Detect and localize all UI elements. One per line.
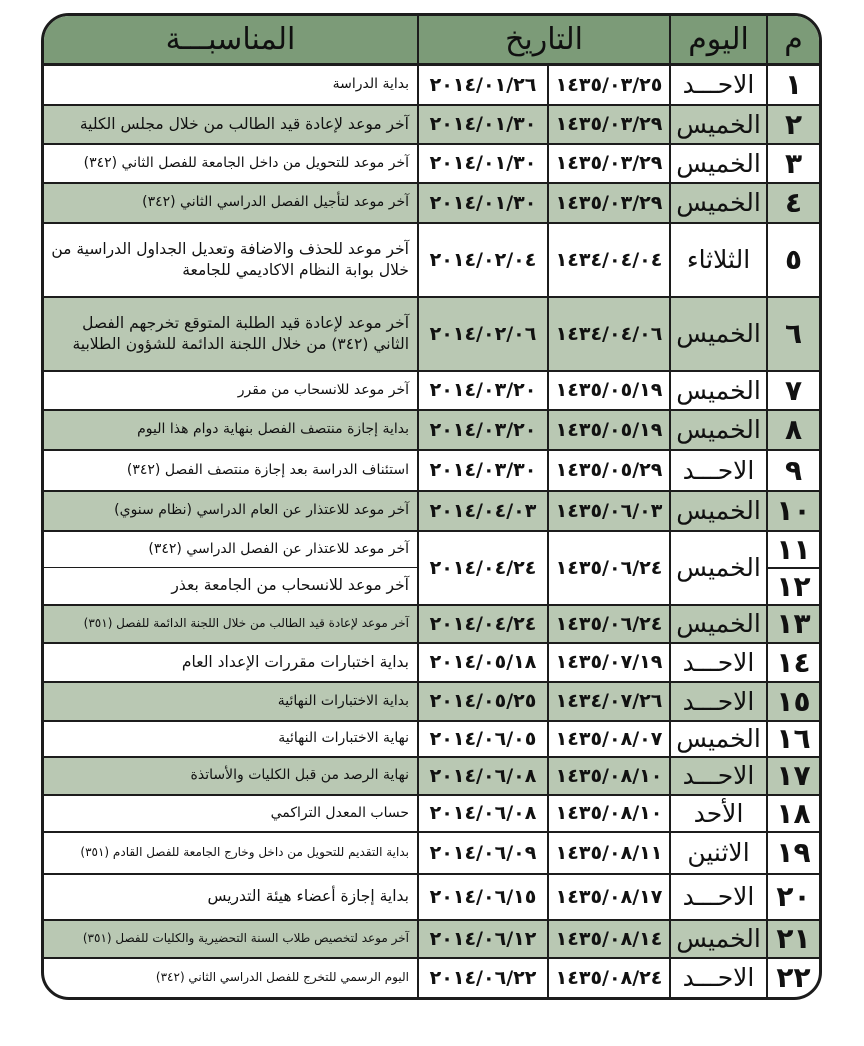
row-number: ١١: [767, 531, 819, 568]
row-hijri-date: ١٤٣٥/٠٨/١٧: [548, 874, 670, 920]
row-hijri-date: ١٤٣٤/٠٤/٠٦: [548, 297, 670, 371]
row-number: ١: [767, 65, 819, 105]
table-row: [44, 183, 819, 223]
row-occasion: آخر موعد لإعادة قيد الطالب من خلال اللجنة الدائمة للفصل (٣٥١): [44, 605, 418, 643]
row-day: الاحـــد: [670, 757, 767, 795]
row-gregorian-date: ٢٠١٤/٠٦/١٢: [418, 920, 548, 958]
row-hijri-date: ١٤٣٥/٠٣/٢٩: [548, 183, 670, 223]
table-row: [44, 491, 819, 531]
row-hijri-date: ١٤٣٥/٠٣/٢٥: [548, 65, 670, 105]
table-row: [44, 105, 819, 144]
table-row: [44, 721, 819, 757]
row-day: الخميس: [670, 371, 767, 410]
row-day: الثلاثاء: [670, 223, 767, 297]
row-gregorian-date: ٢٠١٤/٠١/٣٠: [418, 144, 548, 183]
table-row: [44, 65, 819, 105]
row-hijri-date: ١٤٣٥/٠٥/٢٩: [548, 450, 670, 491]
header-occasion: المناسبـــة: [44, 16, 418, 65]
row-occasion: استئناف الدراسة بعد إجازة منتصف الفصل (٣٤٢): [44, 450, 418, 491]
row-number: ٧: [767, 371, 819, 410]
row-day: الاحـــد: [670, 874, 767, 920]
row-number: ١٢: [767, 568, 819, 605]
row-hijri-date: ١٤٣٤/٠٤/٠٤: [548, 223, 670, 297]
row-number: ٤: [767, 183, 819, 223]
row-number: ١٧: [767, 757, 819, 795]
row-number: ٢١: [767, 920, 819, 958]
row-occasion: آخر موعد للاعتذار عن الفصل الدراسي (٣٤٢): [44, 531, 418, 568]
table-row: [44, 682, 819, 721]
row-occasion: آخر موعد لتخصيص طلاب السنة التحضيرية والكليات للفصل (٣٥١): [44, 920, 418, 958]
row-day: الخميس: [670, 183, 767, 223]
row-gregorian-date: ٢٠١٤/٠٦/٠٨: [418, 757, 548, 795]
row-hijri-date: ١٤٣٥/٠٨/٢٤: [548, 958, 670, 997]
table-row: [44, 643, 819, 682]
row-gregorian-date: ٢٠١٤/٠٤/٢٤: [418, 605, 548, 643]
row-day: الخميس: [670, 491, 767, 531]
row-day: الأحد: [670, 795, 767, 832]
table-row: [44, 223, 819, 297]
row-number: ١٥: [767, 682, 819, 721]
row-occasion: اليوم الرسمي للتخرج للفصل الدراسي الثاني (٣٤٢): [155, 970, 409, 985]
row-day: الخميس: [670, 297, 767, 371]
row-number: ٦: [767, 297, 819, 371]
row-day: الخميس: [670, 105, 767, 144]
row-number: ١٤: [767, 643, 819, 682]
row-occasion: آخر موعد للانسحاب من الجامعة بعذر: [44, 568, 418, 605]
row-number: ١٦: [767, 721, 819, 757]
row-hijri-date: ١٤٣٥/٠٨/٠٧: [548, 721, 670, 757]
row-gregorian-date: ٢٠١٤/٠٦/١٥: [418, 874, 548, 920]
row-gregorian-date: ٢٠١٤/٠٤/٢٤: [418, 531, 548, 605]
row-gregorian-date: ٢٠١٤/٠١/٣٠: [418, 183, 548, 223]
row-number: ٢: [767, 105, 819, 144]
row-number: ١٩: [767, 832, 819, 874]
row-day: الخميس: [670, 144, 767, 183]
calendar-frame: [41, 13, 822, 1000]
row-occasion: آخر موعد لإعادة قيد الطلبة المتوقع تخرجهم الفصل الثاني (٣٤٢) من خلال اللجنة الدائمة للشؤون الطلابية: [44, 297, 418, 371]
table-row: [44, 832, 819, 874]
table-row: [44, 297, 819, 371]
row-hijri-date: ١٤٣٥/٠٣/٢٩: [548, 105, 670, 144]
row-occasion: آخر موعد لتأجيل الفصل الدراسي الثاني (٣٤٢): [44, 183, 418, 223]
header-row: [44, 16, 819, 65]
row-gregorian-date: ٢٠١٤/٠١/٢٦: [418, 65, 548, 105]
row-gregorian-date: ٢٠١٤/٠٣/٣٠: [418, 450, 548, 491]
table-row: [44, 605, 819, 643]
row-hijri-date: ١٤٣٥/٠٨/١٠: [548, 757, 670, 795]
row-gregorian-date: ٢٠١٤/٠٤/٠٣: [418, 491, 548, 531]
row-day: الاحـــد: [670, 450, 767, 491]
row-hijri-date: ١٤٣٥/٠٥/١٩: [548, 410, 670, 450]
row-hijri-date: ١٤٣٤/٠٧/٢٦: [548, 682, 670, 721]
row-number: ٩: [767, 450, 819, 491]
row-day: الخميس: [670, 410, 767, 450]
row-occasion: نهاية الرصد من قبل الكليات والأساتذة: [44, 757, 418, 795]
row-occasion: آخر موعد للحذف والاضافة وتعديل الجداول الدراسية من خلال بوابة النظام الاكاديمي للجامعة: [44, 223, 418, 297]
row-gregorian-date: ٢٠١٤/٠٦/٠٥: [418, 721, 548, 757]
row-occasion: آخر موعد للاعتذار عن العام الدراسي (نظام سنوي): [44, 491, 418, 531]
row-gregorian-date: ٢٠١٤/٠٣/٢٠: [418, 371, 548, 410]
row-gregorian-date: ٢٠١٤/٠١/٣٠: [418, 105, 548, 144]
table-row: [44, 795, 819, 832]
table-row: [44, 144, 819, 183]
row-hijri-date: ١٤٣٥/٠٨/١٠: [548, 795, 670, 832]
row-gregorian-date: ٢٠١٤/٠٣/٢٠: [418, 410, 548, 450]
table-row: [44, 920, 819, 958]
row-hijri-date: ١٤٣٥/٠٦/٢٤: [548, 531, 670, 605]
row-occasion: نهاية الاختبارات النهائية: [44, 721, 418, 757]
row-gregorian-date: ٢٠١٤/٠٦/٠٨: [418, 795, 548, 832]
row-number: ٣: [767, 144, 819, 183]
row-occasion: بداية اختبارات مقررات الإعداد العام: [44, 643, 418, 682]
row-number: ١٨: [767, 795, 819, 832]
row-hijri-date: ١٤٣٥/٠٧/١٩: [548, 643, 670, 682]
row-hijri-date: ١٤٣٥/٠٦/٢٤: [548, 605, 670, 643]
row-day: الخميس: [670, 605, 767, 643]
row-day: الاحـــد: [670, 643, 767, 682]
row-hijri-date: ١٤٣٥/٠٨/١٤: [548, 920, 670, 958]
row-number: ١٣: [767, 605, 819, 643]
row-day: الاحـــد: [670, 958, 767, 997]
row-occasion: آخر موعد للتحويل من داخل الجامعة للفصل الثاني (٣٤٢): [44, 144, 418, 183]
row-occasion: آخر موعد لإعادة قيد الطالب من خلال مجلس الكلية: [44, 105, 418, 144]
table-row: [44, 531, 819, 568]
table-row: [44, 410, 819, 450]
row-day: الخميس: [670, 721, 767, 757]
row-day: الاثنين: [670, 832, 767, 874]
table-row: [44, 450, 819, 491]
row-day: الخميس: [670, 531, 767, 605]
row-occasion: بداية التقديم للتحويل من داخل وخارج الجامعة للفصل القادم (٣٥١): [44, 832, 418, 874]
row-gregorian-date: ٢٠١٤/٠٦/٠٩: [418, 832, 548, 874]
row-gregorian-date: ٢٠١٤/٠٢/٠٤: [418, 223, 548, 297]
row-hijri-date: ١٤٣٥/٠٨/١١: [548, 832, 670, 874]
row-occasion: بداية إجازة منتصف الفصل بنهاية دوام هذا اليوم: [44, 410, 418, 450]
row-number: ٢٠: [767, 874, 819, 920]
header-date: التاريخ: [418, 16, 670, 65]
row-number: ٢٢: [767, 958, 819, 997]
row-hijri-date: ١٤٣٥/٠٦/٠٣: [548, 491, 670, 531]
row-day: الاحـــد: [670, 682, 767, 721]
row-day: الخميس: [670, 920, 767, 958]
row-day: الاحـــد: [670, 65, 767, 105]
table-row: [44, 371, 819, 410]
table-row: [44, 757, 819, 795]
row-occasion: بداية الدراسة: [44, 65, 418, 105]
row-hijri-date: ١٤٣٥/٠٥/١٩: [548, 371, 670, 410]
academic-calendar-table: [44, 16, 819, 997]
row-occasion: بداية إجازة أعضاء هيئة التدريس: [44, 874, 418, 920]
row-gregorian-date: ٢٠١٤/٠٦/٢٢: [418, 958, 548, 997]
row-gregorian-date: ٢٠١٤/٠٥/١٨: [418, 643, 548, 682]
row-gregorian-date: ٢٠١٤/٠٢/٠٦: [418, 297, 548, 371]
row-occasion: حساب المعدل التراكمي: [44, 795, 418, 832]
header-num: م: [767, 16, 819, 65]
row-number: ٥: [767, 223, 819, 297]
header-day: اليوم: [670, 16, 767, 65]
row-occasion: آخر موعد للانسحاب من مقرر: [44, 371, 418, 410]
table-row: [44, 958, 819, 997]
row-number: ١٠: [767, 491, 819, 531]
table-row: [44, 874, 819, 920]
row-occasion: بداية الاختبارات النهائية: [44, 682, 418, 721]
row-gregorian-date: ٢٠١٤/٠٥/٢٥: [418, 682, 548, 721]
row-number: ٨: [767, 410, 819, 450]
row-hijri-date: ١٤٣٥/٠٣/٢٩: [548, 144, 670, 183]
